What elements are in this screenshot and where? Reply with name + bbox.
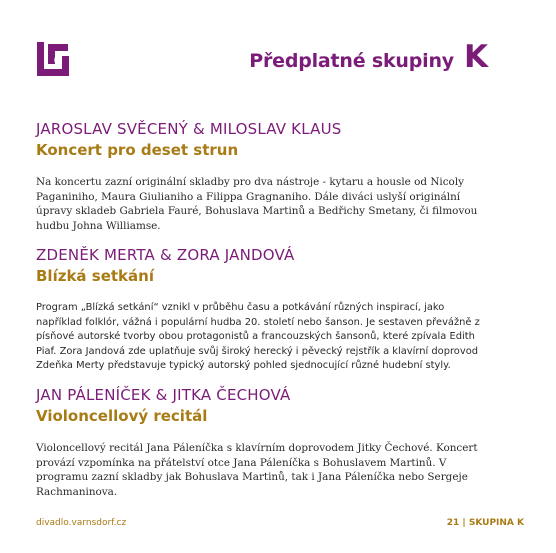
performers-heading: JAROSLAV SVĚCENÝ & MILOSLAV KLAUS <box>36 120 342 138</box>
concert-section <box>36 386 496 499</box>
footer-website-link[interactable]: divadlo.varnsdorf.cz <box>36 518 127 528</box>
page-header <box>249 39 488 75</box>
page-title: Předplatné skupiny <box>249 50 454 72</box>
performers-heading: ZDENĚK MERTA & ZORA JANDOVÁ <box>36 246 295 264</box>
concert-description: Program „Blízká setkání“ vznikl v průběhu času a potkávání různých inspirací, jako například folklór, vážná i populární hudba 20. století nebo šanson. Je sestaven převážně z písňové autorské tvorby obou protagonistů a francouzských šansonů, které zpívala Edith Piaf. Zora Jandová zde uplatňuje svůj široký herecký i pěvecký rejstřík a klavírní doprovod Zdeňka Merty představuje typický autorský pohled sjednocující různé hudební styly. <box>36 302 480 371</box>
group-letter: K <box>463 39 488 75</box>
concert-section <box>36 120 496 233</box>
concert-description: Na koncertu zazní originální skladby pro dva nástroje - kytaru a housle od Nicoly Paganiniho, Maura Giulianiho a Filippa Gragnaniho. Dále diváci uslyší originální úpravy skladeb Gabriela Fauré, Bohuslava Martinů a Bedřichy Smetany, či filmovou hudbu Johna Williamse. <box>36 176 478 232</box>
concert-title: Koncert pro deset strun <box>36 141 239 159</box>
theatre-logo-icon <box>34 40 72 78</box>
performers-heading: JAN PÁLENÍČEK & JITKA ČECHOVÁ <box>36 386 291 404</box>
concert-section <box>36 246 496 374</box>
concert-description: Violoncellový recitál Jana Páleníčka s klavírním doprovodem Jitky Čechové. Koncert provází vzpomínka na přátelství otce Jana Páleníčka s Bohuslavem Martinů. V programu zazní skladby jak Bohuslava Martinů, tak i Jana Páleníčka nebo Sergeje Rachmaninova. <box>36 442 478 498</box>
concert-title: Blízká setkání <box>36 267 154 285</box>
concert-title: Violoncellový recitál <box>36 407 208 425</box>
footer-page-label: 21 | SKUPINA K <box>446 518 524 528</box>
